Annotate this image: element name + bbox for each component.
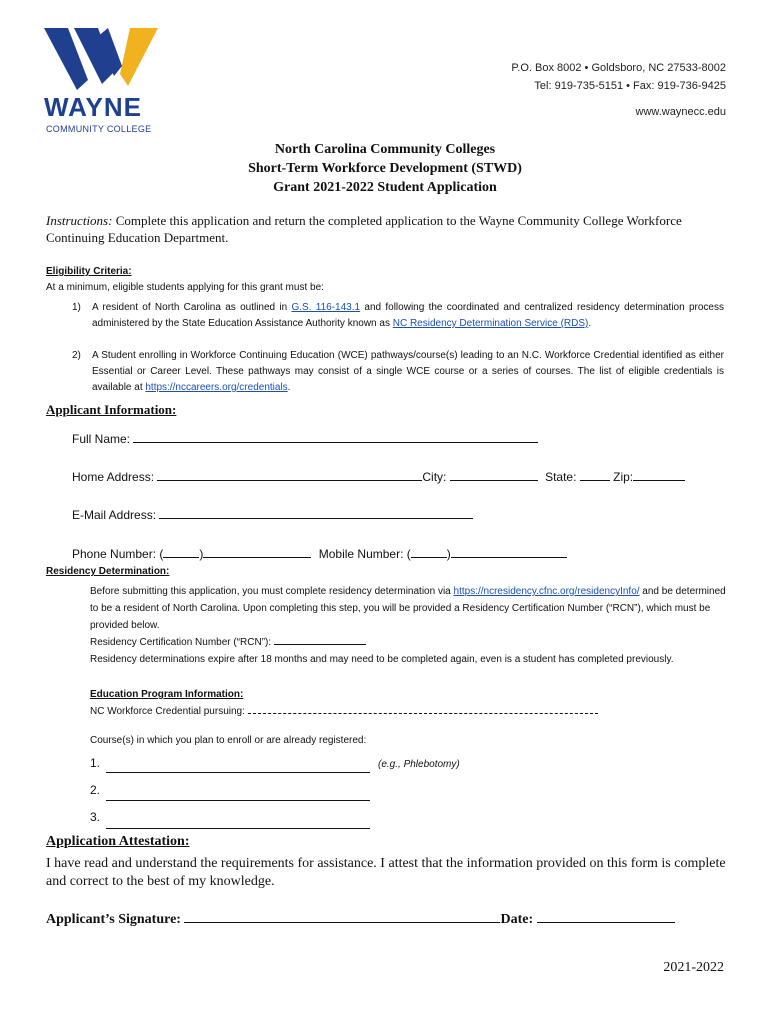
phone-paren: ) xyxy=(199,547,204,561)
signature-row xyxy=(46,910,675,928)
eligibility-heading: Eligibility Criteria: xyxy=(46,266,132,277)
city-label: City: xyxy=(422,470,447,484)
full-name-label: Full Name: xyxy=(72,432,131,446)
credential-row xyxy=(90,703,598,720)
instructions-label: Instructions: xyxy=(46,213,113,228)
rcn-row xyxy=(90,634,730,651)
instructions xyxy=(46,212,726,246)
criteria-2-number: 2) xyxy=(72,350,81,361)
mobile-paren: ) xyxy=(446,547,451,561)
attestation-heading: Application Attestation: xyxy=(46,834,190,849)
email-label: E-Mail Address: xyxy=(72,508,157,522)
course-1-field[interactable] xyxy=(106,772,370,773)
home-address-field[interactable] xyxy=(157,468,422,481)
page-title-line3: Grant 2021-2022 Student Application xyxy=(273,180,497,195)
attestation-text: I have read and understand the requirements for assistance. I attest that the information provided on this form is complete and correct to the best of my knowledge. xyxy=(46,856,726,889)
rcn-field[interactable] xyxy=(274,634,366,645)
city-field[interactable] xyxy=(450,468,538,481)
home-address-label: Home Address: xyxy=(72,470,155,484)
course-example: (e.g., Phlebotomy) xyxy=(378,759,460,770)
mobile-number-field[interactable] xyxy=(451,545,567,558)
course-2-field[interactable] xyxy=(106,800,370,801)
mobile-label: Mobile Number: ( xyxy=(318,547,411,561)
credential-label: NC Workforce Credential pursuing: xyxy=(90,706,245,717)
logo-wordmark: WAYNE xyxy=(44,92,142,122)
criteria-1-text-a: A resident of North Carolina as outlined in xyxy=(92,302,292,313)
eligibility-intro: At a minimum, eligible students applying for this grant must be: xyxy=(46,282,324,293)
instructions-text: Complete this application and return the completed application to the Wayne Community College Workforce Continuing Education Department. xyxy=(46,213,682,245)
criteria-1 xyxy=(92,300,724,332)
page-title-line1: North Carolina Community Colleges xyxy=(274,142,496,157)
credentials-link[interactable]: https://nccareers.org/credentials xyxy=(145,382,288,393)
applicant-heading: Applicant Information: xyxy=(46,402,177,417)
contact-website: www.waynecc.edu xyxy=(635,106,726,118)
state-field[interactable] xyxy=(580,468,610,481)
signature-label: Applicant’s Signature: xyxy=(46,912,181,927)
criteria-2-text-b: . xyxy=(287,382,291,393)
residency-paragraph xyxy=(90,583,730,634)
address-row xyxy=(72,468,685,484)
course-1-number: 1. xyxy=(90,756,101,770)
contact-address: P.O. Box 8002 • Goldsboro, NC 27533-8002 xyxy=(511,62,726,74)
full-name-field[interactable] xyxy=(133,430,538,443)
logo-subtitle: COMMUNITY COLLEGE xyxy=(46,124,152,134)
logo-w-right xyxy=(120,28,158,86)
zip-label: Zip: xyxy=(613,470,634,484)
criteria-1-text-c: . xyxy=(588,318,592,329)
phone-label: Phone Number: ( xyxy=(72,547,164,561)
date-label: Date: xyxy=(500,912,534,927)
phone-area-field[interactable] xyxy=(163,545,199,558)
signature-field[interactable] xyxy=(184,910,500,923)
criteria-1-number: 1) xyxy=(72,302,81,313)
credential-field[interactable] xyxy=(248,703,598,714)
course-3-field[interactable] xyxy=(106,828,370,829)
course-3-number: 3. xyxy=(90,810,101,824)
criteria-2-text-a: A Student enrolling in Workforce Continuing Education (WCE) pathways/course(s) leading to an N.C. Workforce Credential identified as either Essential or Career Level. These pathways may consist of a single WCE course or a series of courses. The list of eligible credentials is available at xyxy=(92,350,724,393)
zip-field[interactable] xyxy=(633,468,685,481)
phone-number-field[interactable] xyxy=(203,545,311,558)
phone-row xyxy=(72,545,567,561)
full-name-row xyxy=(72,430,538,446)
state-label: State: xyxy=(545,470,577,484)
course-2-number: 2. xyxy=(90,783,101,797)
education-heading: Education Program Information: xyxy=(90,689,244,700)
email-field[interactable] xyxy=(159,506,473,519)
criteria-1-text-b: and following the coordinated and centralized residency determination process administered by the State Education Assistance Authority known as xyxy=(92,302,724,329)
courses-label: Course(s) in which you plan to enroll or are already registered: xyxy=(90,735,367,746)
residency-text-b: and be determined to be a resident of North Carolina. Upon completing this step, you will be provided a Residency Certification Number (“RCN”), which must be provided below. xyxy=(90,586,726,631)
gs-statute-link[interactable]: G.S. 116-143.1 xyxy=(291,302,361,313)
rds-link[interactable]: NC Residency Determination Service (RDS) xyxy=(392,318,589,329)
residency-text-a: Before submitting this application, you must complete residency determination via xyxy=(90,586,454,597)
residency-heading: Residency Determination: xyxy=(46,566,170,577)
footer-year: 2021-2022 xyxy=(663,960,724,975)
residency-expiry: Residency determinations expire after 18 months and may need to be completed again, even is a student has completed previously. xyxy=(90,654,674,665)
rcn-label: Residency Certification Number (“RCN”): xyxy=(90,637,272,648)
email-row xyxy=(72,506,473,522)
contact-phone: Tel: 919-735-5151 • Fax: 919-736-9425 xyxy=(534,80,726,92)
date-field[interactable] xyxy=(537,910,675,923)
page-title-line2: Short-Term Workforce Development (STWD) xyxy=(248,161,522,176)
mobile-area-field[interactable] xyxy=(411,545,447,558)
residency-link[interactable]: https://ncresidency.cfnc.org/residencyInfo/ xyxy=(453,586,640,597)
criteria-2 xyxy=(92,348,724,396)
